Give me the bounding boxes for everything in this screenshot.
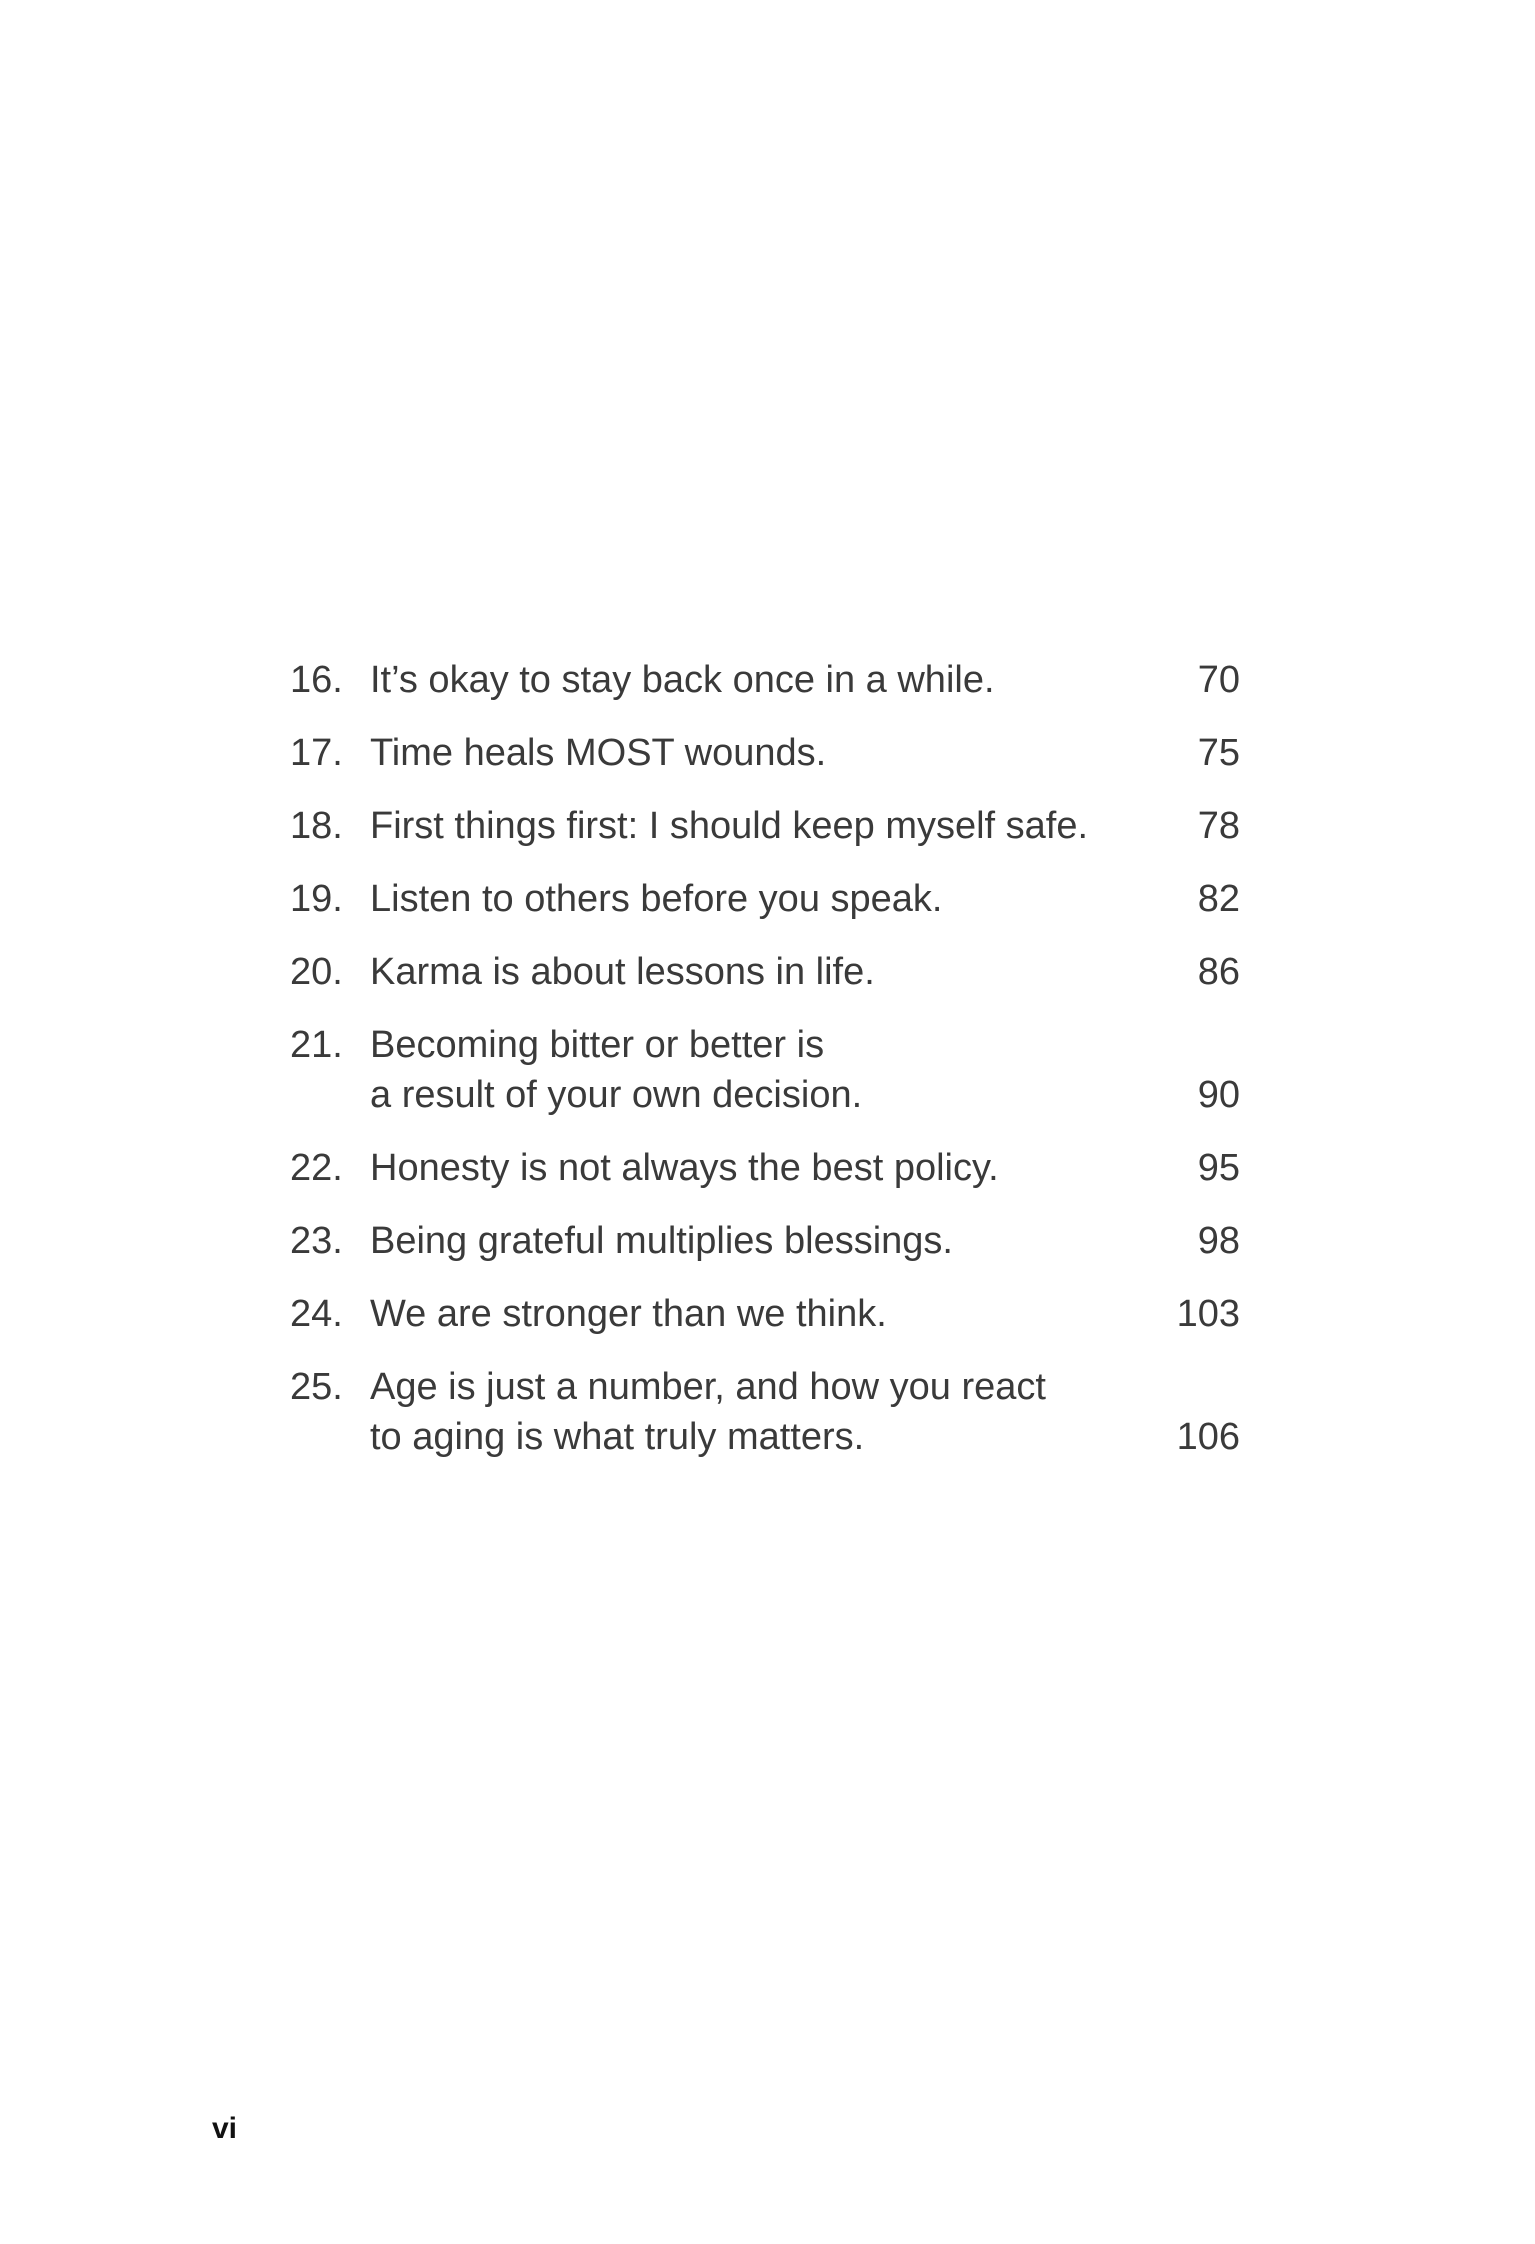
entry-title-line: It’s okay to stay back once in a while.	[370, 659, 995, 701]
entry-page-number: 103	[1176, 1293, 1240, 1335]
entry-title-line: We are stronger than we think.	[370, 1293, 887, 1335]
entry-number: 24.	[290, 1293, 343, 1335]
entry-title-line: First things first: I should keep myself safe.	[370, 805, 1089, 847]
toc-entry	[290, 947, 1240, 997]
entry-page-number: 98	[1197, 1220, 1240, 1262]
toc-entry	[290, 655, 1240, 705]
toc-entry	[290, 801, 1240, 851]
entry-number: 23.	[290, 1220, 343, 1262]
entry-title-line: Karma is about lessons in life.	[370, 951, 875, 993]
entry-page-number: 82	[1197, 878, 1240, 920]
table-of-contents	[290, 655, 1240, 1485]
entry-title-line: Time heals MOST wounds.	[370, 732, 827, 774]
entry-page-number: 90	[1197, 1074, 1240, 1116]
entry-page-number: 78	[1197, 805, 1240, 847]
entry-number: 22.	[290, 1147, 343, 1189]
entry-title-line: a result of your own decision.	[370, 1074, 863, 1116]
entry-number: 25.	[290, 1366, 343, 1408]
entry-title-line: Age is just a number, and how you react	[370, 1366, 1046, 1408]
entry-number: 17.	[290, 732, 343, 774]
entry-number: 20.	[290, 951, 343, 993]
entry-title-line: to aging is what truly matters.	[370, 1416, 865, 1458]
entry-page-number: 75	[1197, 732, 1240, 774]
entry-title-line: Becoming bitter or better is	[370, 1024, 825, 1066]
folio-page-number: vi	[212, 2112, 238, 2145]
entry-title	[370, 728, 1120, 778]
entry-title-line: Being grateful multiplies blessings.	[370, 1220, 953, 1262]
entry-title	[370, 1143, 1120, 1193]
entry-title	[370, 655, 1120, 705]
toc-entry	[290, 728, 1240, 778]
entry-page-number: 106	[1176, 1416, 1240, 1458]
toc-entry	[290, 874, 1240, 924]
entry-title	[370, 947, 1120, 997]
toc-entry	[290, 1289, 1240, 1339]
entry-page-number: 95	[1197, 1147, 1240, 1189]
entry-title	[370, 1362, 1120, 1462]
entry-title	[370, 1020, 1120, 1120]
entry-title-line: Honesty is not always the best policy.	[370, 1147, 999, 1189]
toc-entry	[290, 1216, 1240, 1266]
entry-page-number: 70	[1197, 659, 1240, 701]
toc-entry	[290, 1143, 1240, 1193]
entry-title	[370, 801, 1120, 851]
entry-title-line: Listen to others before you speak.	[370, 878, 943, 920]
entry-title	[370, 1216, 1120, 1266]
entry-number: 16.	[290, 659, 343, 701]
toc-entry	[290, 1020, 1240, 1120]
entry-number: 19.	[290, 878, 343, 920]
entry-title	[370, 874, 1120, 924]
entry-number: 18.	[290, 805, 343, 847]
entry-page-number: 86	[1197, 951, 1240, 993]
toc-entry	[290, 1362, 1240, 1462]
entry-title	[370, 1289, 1120, 1339]
entry-number: 21.	[290, 1024, 343, 1066]
